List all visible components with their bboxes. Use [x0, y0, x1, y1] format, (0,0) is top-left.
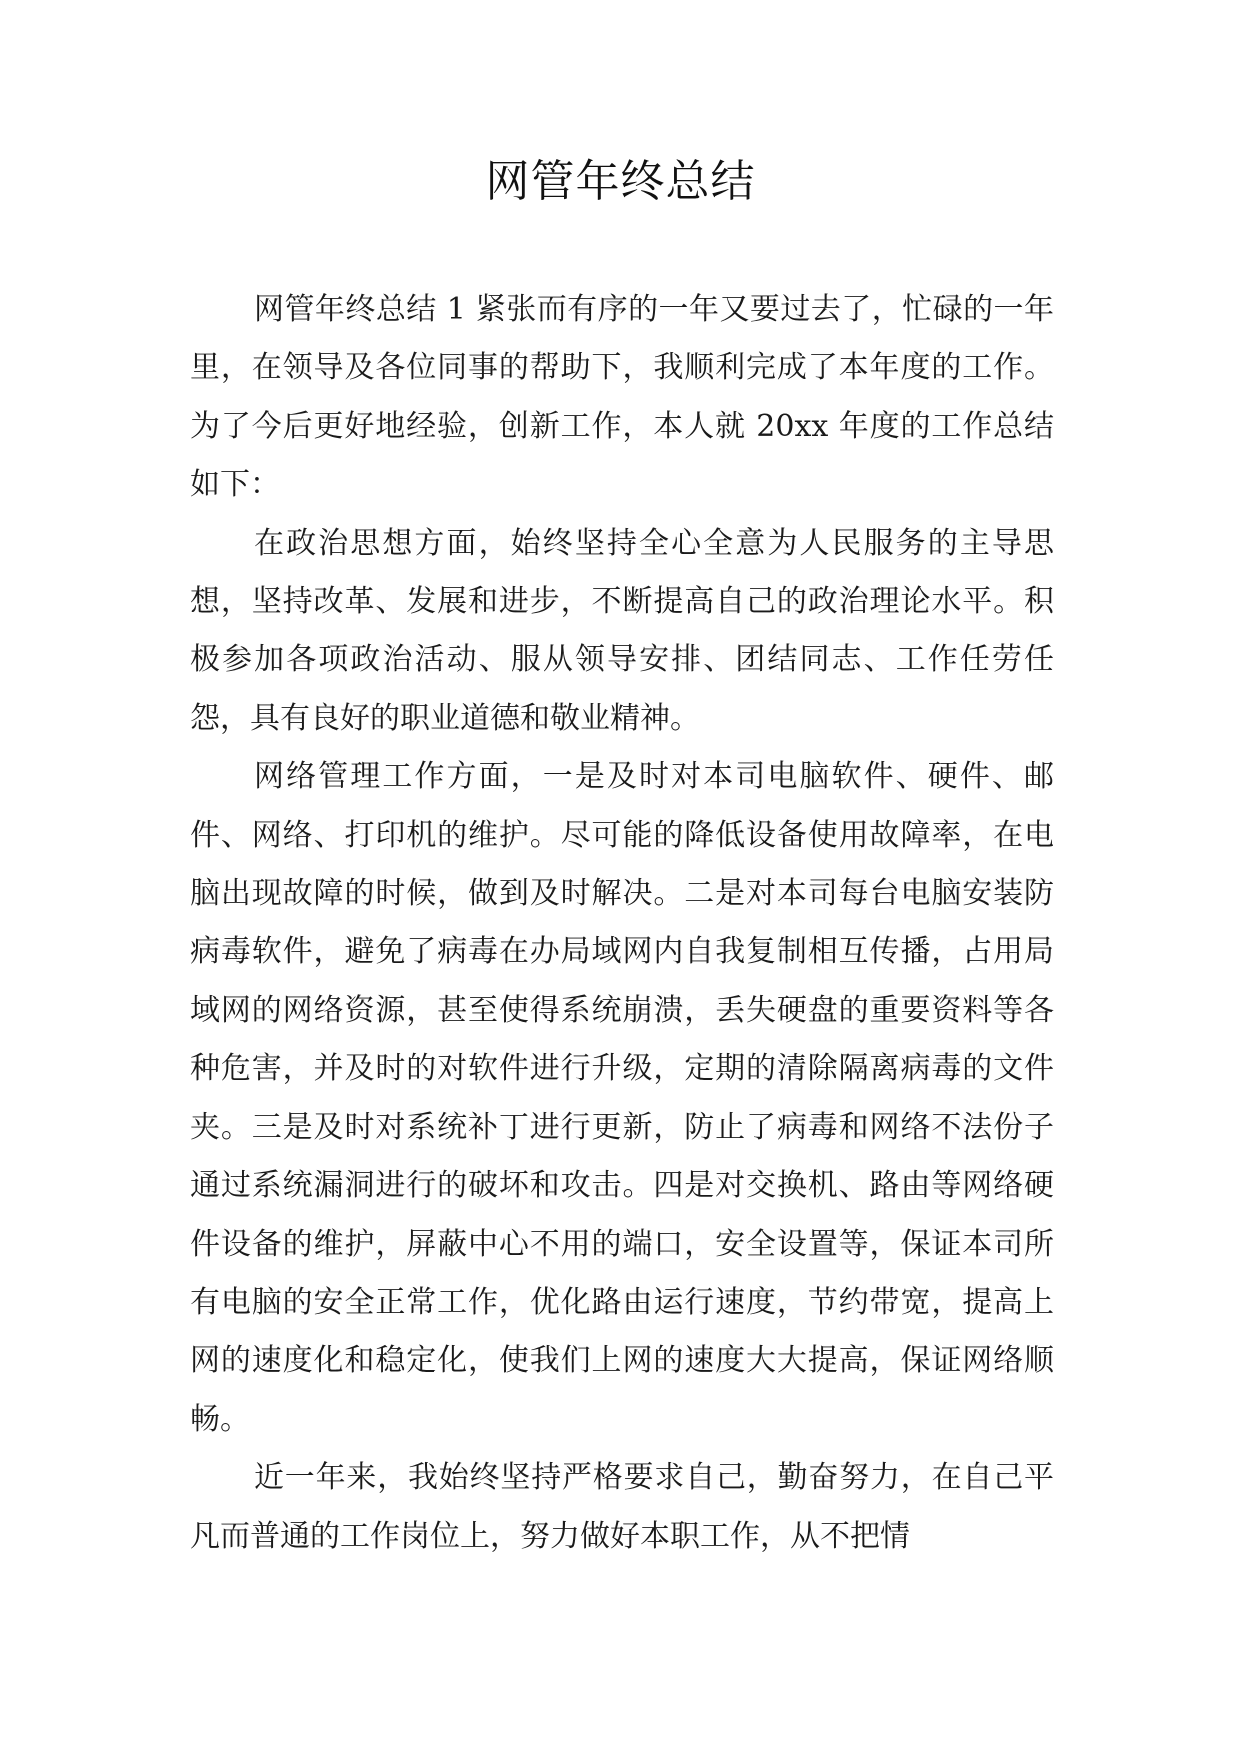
paragraph: 在政治思想方面，始终坚持全心全意为人民服务的主导思想，坚持改革、发展和进步，不断提高自己的政治理论水平。积极参加各项政治活动、服从领导安排、团结同志、工作任劳任怨，具有良好的职业道德和敬业精神。 [190, 525, 1054, 736]
paragraph: 近一年来，我始终坚持严格要求自己，勤奋努力，在自己平凡而普通的工作岗位上，努力做好本职工作，从不把情 [190, 1460, 1054, 1554]
document-body [190, 281, 1054, 1566]
paragraph: 网管年终总结 1 紧张而有序的一年又要过去了，忙碌的一年里，在领导及各位同事的帮助下，我顺利完成了本年度的工作。为了今后更好地经验，创新工作，本人就 20xx 年度的工作总结如下： [190, 292, 1054, 503]
document-title: 网管年终总结 [485, 156, 756, 207]
paragraph: 网络管理工作方面，一是及时对本司电脑软件、硬件、邮件、网络、打印机的维护。尽可能的降低设备使用故障率，在电脑出现故障的时候，做到及时解决。二是对本司每台电脑安装防病毒软件，避免了病毒在办局域网内自我复制相互传播，占用局域网的网络资源，甚至使得系统崩溃，丢失硬盘的重要资料等各种危害，并及时的对软件进行升级，定期的清除隔离病毒的文件夹。三是及时对系统补丁进行更新，防止了病毒和网络不法份子通过系统漏洞进行的破坏和攻击。四是对交换机、路由等网络硬件设备的维护，屏蔽中心不用的端口，安全设置等，保证本司所有电脑的安全正常工作，优化路由运行速度，节约带宽，提高上网的速度化和稳定化，使我们上网的速度大大提高，保证网络顺畅。 [190, 759, 1054, 1437]
